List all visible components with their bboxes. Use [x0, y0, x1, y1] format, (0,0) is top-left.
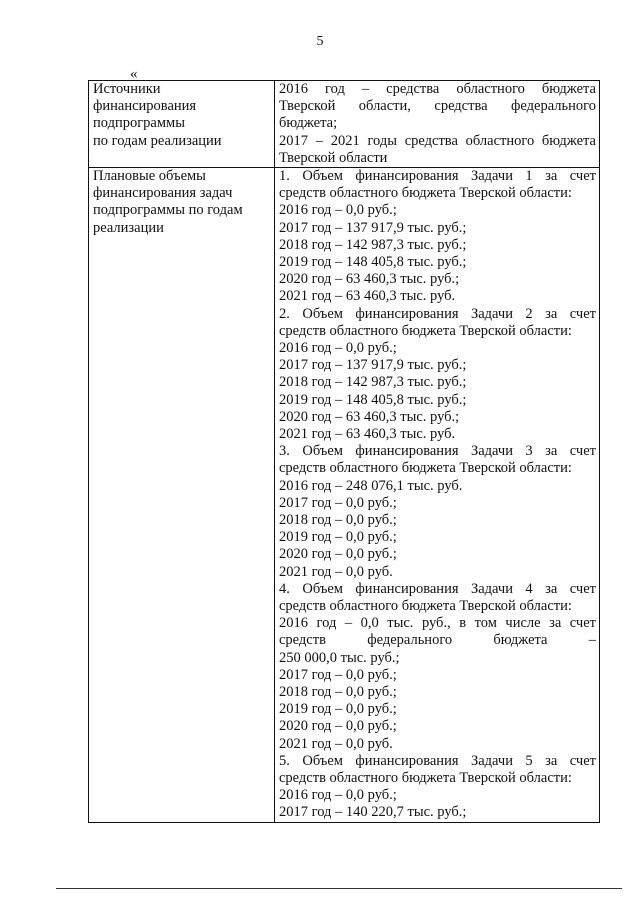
text-line: 250 000,0 тыс. руб.;	[279, 649, 400, 666]
text-line: 2020 год – 63 460,3 тыс. руб.;	[279, 271, 460, 288]
label-cell-funding-sources	[89, 81, 275, 168]
text-line: 2019 год – 148 405,8 тыс. руб.;	[279, 391, 467, 408]
text-line: Тверской области, средства федерального	[279, 98, 596, 115]
text-line: 1. Объем финансирования Задачи 1 за счет	[279, 167, 596, 184]
label-cell-planned-volumes	[89, 167, 275, 822]
text-line: подпрограммы по годам	[93, 202, 243, 219]
text-line: средств областного бюджета Тверской области:	[279, 460, 572, 477]
text-line: 2019 год – 0,0 руб.;	[279, 529, 397, 546]
text-line: Тверской области	[279, 149, 388, 166]
opening-quote-mark: «	[130, 66, 138, 82]
text-line: средств федерального бюджета –	[279, 632, 596, 649]
text-line: финансирования задач	[93, 185, 233, 202]
text-line: 2018 год – 0,0 руб.;	[279, 511, 397, 528]
text-line: 2016 год – 0,0 руб.;	[279, 339, 397, 356]
text-line: средств областного бюджета Тверской области:	[279, 185, 572, 202]
text-line: 2021 год – 0,0 руб.	[279, 735, 393, 752]
text-line: реализации	[93, 219, 164, 236]
value-cell-planned-volumes	[275, 167, 600, 822]
text-line: 2016 год – средства областного бюджета	[279, 81, 596, 97]
text-line: 2019 год – 0,0 руб.;	[279, 701, 397, 718]
text-line: бюджета;	[279, 115, 338, 132]
bottom-divider-line	[56, 888, 622, 889]
text-line: Источники	[93, 81, 161, 97]
text-line: 2020 год – 63 460,3 тыс. руб.;	[279, 408, 460, 425]
text-line: 2018 год – 142 987,3 тыс. руб.;	[279, 236, 467, 253]
table-row-funding-sources	[89, 81, 600, 168]
text-line: 2016 год – 248 076,1 тыс. руб.	[279, 477, 463, 494]
text-line: 2020 год – 0,0 руб.;	[279, 718, 397, 735]
text-line: средств областного бюджета Тверской области:	[279, 597, 572, 614]
passport-table	[88, 80, 600, 823]
text-line: 2019 год – 148 405,8 тыс. руб.;	[279, 253, 467, 270]
text-line: 2017 год – 137 917,9 тыс. руб.;	[279, 219, 467, 236]
text-line: 2020 год – 0,0 руб.;	[279, 546, 397, 563]
text-line: средств областного бюджета Тверской области:	[279, 769, 572, 786]
text-line: 2016 год – 0,0 руб.;	[279, 202, 397, 219]
text-line: 2016 год – 0,0 тыс. руб., в том числе за счет	[279, 615, 596, 632]
text-line: 2017 год – 140 220,7 тыс. руб.;	[279, 804, 467, 821]
text-line: 2016 год – 0,0 руб.;	[279, 787, 397, 804]
text-line: 2017 год – 0,0 руб.;	[279, 666, 397, 683]
value-cell-funding-sources	[275, 81, 600, 168]
text-line: 2018 год – 0,0 руб.;	[279, 683, 397, 700]
text-line: 2017 год – 137 917,9 тыс. руб.;	[279, 357, 467, 374]
text-line: 2017 – 2021 годы средства областного бюджета	[279, 132, 596, 149]
text-line: 2021 год – 0,0 руб.	[279, 563, 393, 580]
text-line: 2021 год – 63 460,3 тыс. руб.	[279, 288, 456, 305]
text-line: 2017 год – 0,0 руб.;	[279, 494, 397, 511]
text-line: 2018 год – 142 987,3 тыс. руб.;	[279, 374, 467, 391]
text-line: средств областного бюджета Тверской области:	[279, 322, 572, 339]
text-line: Плановые объемы	[93, 167, 206, 184]
text-line: 3. Объем финансирования Задачи 3 за счет	[279, 443, 596, 460]
text-line: по годам реализации	[93, 132, 222, 149]
text-line: 4. Объем финансирования Задачи 4 за счет	[279, 580, 596, 597]
table-row-planned-volumes	[89, 167, 600, 822]
text-line: финансирования	[93, 98, 197, 115]
page-number: 5	[316, 34, 324, 49]
text-line: 2. Объем финансирования Задачи 2 за счет	[279, 305, 596, 322]
text-line: 5. Объем финансирования Задачи 5 за счет	[279, 752, 596, 769]
text-line: 2021 год – 63 460,3 тыс. руб.	[279, 425, 456, 442]
text-line: подпрограммы	[93, 115, 185, 132]
